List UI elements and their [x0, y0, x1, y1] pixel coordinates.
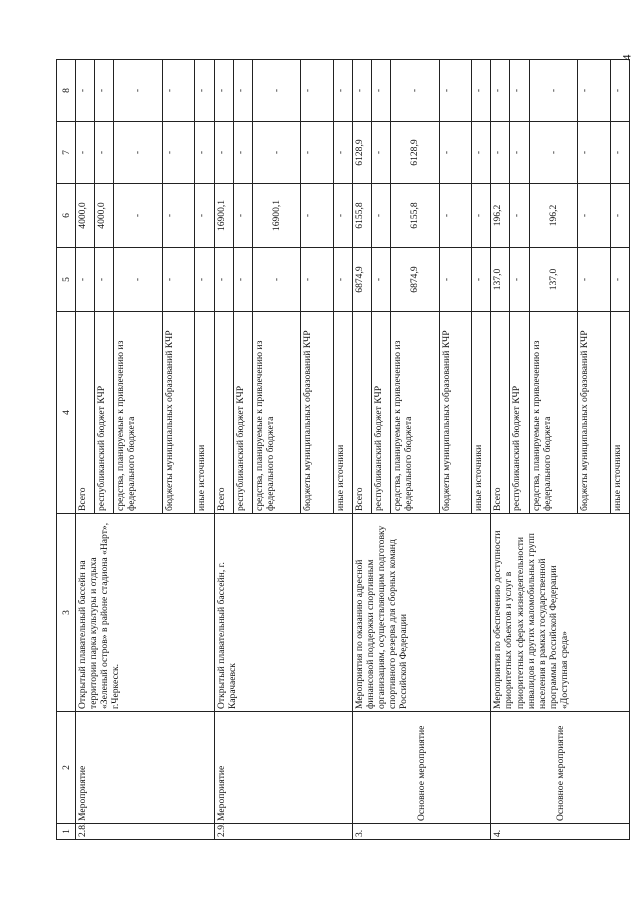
- row-name: Открытый плавательный бассейн на территории парка культуры и отдыха «Зеленый остров» в районе стадиона «Нарт», г.Черкесск.: [76, 514, 214, 712]
- value-cell: -: [195, 60, 214, 122]
- row-name: Мероприятия по оказанию адресной финансовой поддержки спортивным организациям, осуществляющим подготовку спортивного резерва для сборных команд Российской Федерации: [352, 514, 490, 712]
- funding-source: республиканский бюджет КЧР: [510, 312, 529, 514]
- value-cell: 196,2: [529, 184, 578, 248]
- value-cell: -: [529, 60, 578, 122]
- value-cell: -: [95, 248, 114, 312]
- funding-source: средства, планируемые к привлечению из федерального бюджета: [114, 312, 163, 514]
- value-cell: -: [252, 60, 301, 122]
- value-cell: 4000,0: [76, 184, 95, 248]
- value-cell: -: [214, 60, 233, 122]
- value-cell: -: [114, 60, 163, 122]
- value-cell: -: [610, 122, 629, 184]
- column-header: 8: [57, 60, 76, 122]
- funding-source: Всего: [76, 312, 95, 514]
- table-row: [214, 60, 233, 840]
- value-cell: -: [301, 60, 334, 122]
- value-cell: 196,2: [491, 184, 510, 248]
- value-cell: -: [114, 248, 163, 312]
- value-cell: -: [439, 184, 472, 248]
- column-header: 6: [57, 184, 76, 248]
- funding-source: бюджеты муниципальных образований КЧР: [162, 312, 195, 514]
- value-cell: -: [333, 60, 352, 122]
- value-cell: -: [233, 60, 252, 122]
- table-body: [57, 60, 630, 840]
- column-header: 1: [57, 824, 76, 840]
- value-cell: -: [510, 184, 529, 248]
- value-cell: 16900,1: [214, 184, 233, 248]
- value-cell: -: [578, 184, 611, 248]
- row-type: Основное мероприятие: [352, 712, 490, 824]
- funding-source: иные источники: [610, 312, 629, 514]
- budget-table: [56, 59, 630, 840]
- row-number: 3.: [352, 824, 490, 840]
- funding-source: средства, планируемые к привлечению из федерального бюджета: [529, 312, 578, 514]
- value-cell: -: [372, 122, 391, 184]
- value-cell: -: [195, 122, 214, 184]
- row-number: 2.9.: [214, 824, 352, 840]
- value-cell: -: [372, 60, 391, 122]
- value-cell: -: [301, 122, 334, 184]
- value-cell: -: [114, 122, 163, 184]
- column-header: 4: [57, 312, 76, 514]
- value-cell: 4000,0: [95, 184, 114, 248]
- value-cell: -: [472, 122, 491, 184]
- value-cell: -: [333, 248, 352, 312]
- value-cell: -: [439, 122, 472, 184]
- value-cell: -: [214, 248, 233, 312]
- row-number: 4.: [491, 824, 630, 840]
- value-cell: -: [233, 248, 252, 312]
- row-name: Открытый плавательный бассейн, г. Карачаевск: [214, 514, 352, 712]
- value-cell: 137,0: [491, 248, 510, 312]
- funding-source: бюджеты муниципальных образований КЧР: [439, 312, 472, 514]
- value-cell: -: [529, 122, 578, 184]
- value-cell: -: [301, 184, 334, 248]
- value-cell: 6128,9: [391, 122, 440, 184]
- header-row: [57, 60, 76, 840]
- value-cell: -: [610, 60, 629, 122]
- funding-source: иные источники: [195, 312, 214, 514]
- value-cell: -: [578, 248, 611, 312]
- value-cell: -: [76, 248, 95, 312]
- value-cell: -: [162, 60, 195, 122]
- value-cell: -: [333, 122, 352, 184]
- value-cell: -: [472, 248, 491, 312]
- funding-source: республиканский бюджет КЧР: [95, 312, 114, 514]
- value-cell: -: [391, 60, 440, 122]
- value-cell: -: [352, 60, 371, 122]
- value-cell: -: [491, 122, 510, 184]
- funding-source: бюджеты муниципальных образований КЧР: [301, 312, 334, 514]
- value-cell: -: [439, 60, 472, 122]
- column-header: 3: [57, 514, 76, 712]
- value-cell: -: [162, 122, 195, 184]
- value-cell: -: [114, 184, 163, 248]
- funding-source: Всего: [352, 312, 371, 514]
- table-row: [491, 60, 510, 840]
- value-cell: -: [195, 248, 214, 312]
- value-cell: -: [233, 122, 252, 184]
- value-cell: -: [510, 60, 529, 122]
- column-header: 2: [57, 712, 76, 824]
- page-number: 4: [619, 54, 634, 61]
- value-cell: 6155,8: [352, 184, 371, 248]
- row-name: Мероприятия по обеспечению доступности приоритетных объектов и услуг в приоритетных сферах жизнедеятельности инвалидов и других маломобильных групп населения в рамках государственной программы Российской Федерации «Доступная среда»: [491, 514, 630, 712]
- value-cell: -: [372, 248, 391, 312]
- funding-source: средства, планируемые к привлечению из федерального бюджета: [391, 312, 440, 514]
- value-cell: -: [578, 122, 611, 184]
- value-cell: -: [95, 122, 114, 184]
- funding-source: иные источники: [472, 312, 491, 514]
- value-cell: -: [333, 184, 352, 248]
- value-cell: 6874,9: [352, 248, 371, 312]
- value-cell: -: [214, 122, 233, 184]
- row-type: Мероприятие: [76, 712, 214, 824]
- value-cell: -: [472, 184, 491, 248]
- column-header: 7: [57, 122, 76, 184]
- value-cell: -: [233, 184, 252, 248]
- row-type: Мероприятие: [214, 712, 352, 824]
- funding-source: бюджеты муниципальных образований КЧР: [578, 312, 611, 514]
- value-cell: 6155,8: [391, 184, 440, 248]
- value-cell: -: [76, 60, 95, 122]
- value-cell: -: [76, 122, 95, 184]
- value-cell: -: [195, 184, 214, 248]
- value-cell: -: [610, 248, 629, 312]
- value-cell: 16900,1: [252, 184, 301, 248]
- value-cell: -: [372, 184, 391, 248]
- value-cell: -: [301, 248, 334, 312]
- value-cell: -: [252, 248, 301, 312]
- value-cell: -: [439, 248, 472, 312]
- rotated-page: [56, 60, 630, 840]
- row-type: Основное мероприятие: [491, 712, 630, 824]
- funding-source: средства, планируемые к привлечению из федерального бюджета: [252, 312, 301, 514]
- value-cell: -: [510, 122, 529, 184]
- row-number: 2.8.: [76, 824, 214, 840]
- value-cell: 6128,9: [352, 122, 371, 184]
- value-cell: -: [95, 60, 114, 122]
- value-cell: -: [162, 184, 195, 248]
- funding-source: Всего: [214, 312, 233, 514]
- value-cell: 137,0: [529, 248, 578, 312]
- value-cell: -: [162, 248, 195, 312]
- value-cell: -: [510, 248, 529, 312]
- value-cell: 6874,9: [391, 248, 440, 312]
- value-cell: -: [610, 184, 629, 248]
- value-cell: -: [472, 60, 491, 122]
- value-cell: -: [491, 60, 510, 122]
- funding-source: иные источники: [333, 312, 352, 514]
- value-cell: -: [252, 122, 301, 184]
- funding-source: республиканский бюджет КЧР: [233, 312, 252, 514]
- table-row: [352, 60, 371, 840]
- column-header: 5: [57, 248, 76, 312]
- funding-source: республиканский бюджет КЧР: [372, 312, 391, 514]
- table-row: [76, 60, 95, 840]
- value-cell: -: [578, 60, 611, 122]
- funding-source: Всего: [491, 312, 510, 514]
